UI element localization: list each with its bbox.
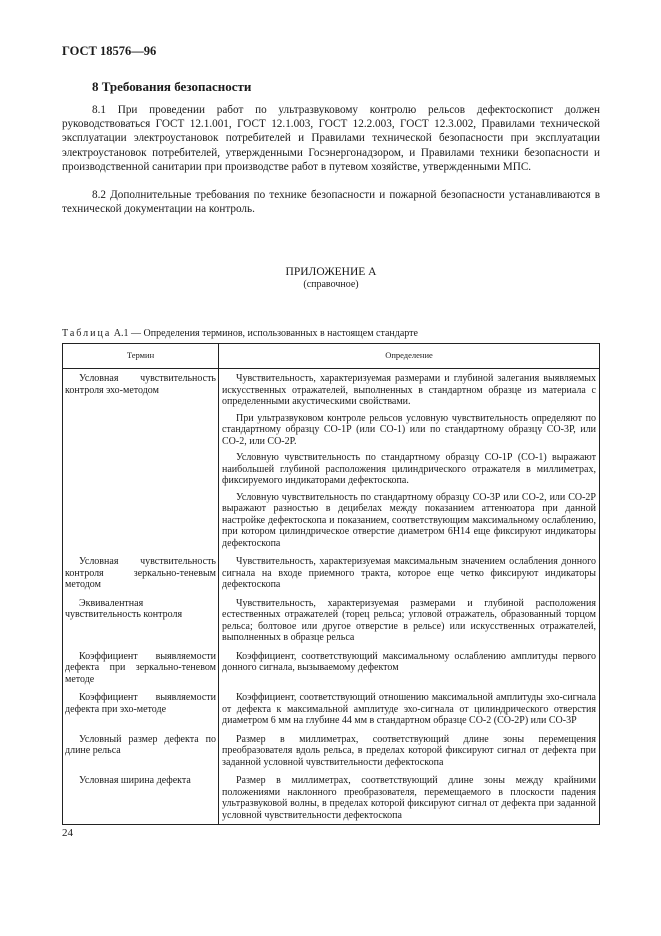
term-cell bbox=[63, 730, 219, 772]
definition-cell bbox=[219, 369, 600, 553]
table-row bbox=[63, 552, 600, 594]
term-cell bbox=[63, 594, 219, 647]
table-row bbox=[63, 647, 600, 689]
table-row bbox=[63, 369, 600, 553]
column-header-definition: Определение bbox=[219, 344, 600, 369]
term-text: Коэффициент выявляемости дефекта при зеркально-теневом методе bbox=[65, 650, 216, 685]
term-text: Условная чувствительность контроля эхо-методом bbox=[65, 373, 216, 396]
definition-paragraph: Чувствительность, характеризуемая размерами и глубиной расположения естественных отражателей (торец рельса; угловой отражатель, образованный торцом рельса; болтовое или другое отверстие в рельсе) или искусственных отражателей, выполненных в образце рельса bbox=[222, 597, 596, 643]
column-header-term: Термин bbox=[63, 344, 219, 369]
page-number: 24 bbox=[62, 827, 73, 839]
term-text: Условная ширина дефекта bbox=[79, 775, 191, 786]
appendix-subtitle: (справочное) bbox=[303, 279, 359, 290]
definition-cell bbox=[219, 771, 600, 825]
table-caption-label: Таблица bbox=[62, 328, 112, 339]
definition-paragraph: Чувствительность, характеризуемая размерами и глубиной залегания выявляемых искусственных отражателей, выполненных в стандартном образце из материала с определенными акустическими свойствами. bbox=[222, 373, 596, 407]
definition-paragraph: Условную чувствительность по стандартному образцу СО-1Р (СО-1) выражают наибольшей глубиной расположения цилиндрического отражателя в миллиметрах, фиксируемого индикаторами дефектоскопа. bbox=[222, 452, 596, 486]
definition-paragraph: Коэффициент, соответствующий максимальному ослаблению амплитуды первого донного сигнала, вызываемому дефектом bbox=[222, 650, 596, 673]
term-text: Условный размер дефекта по длине рельса bbox=[65, 733, 216, 756]
definition-paragraph: Размер в миллиметрах, соответствующий длине зоны перемещения преобразователя вдоль рельса, в пределах которой фиксируют сигнал от дефекта при заданной условной чувствительности дефектоскопа bbox=[222, 733, 596, 768]
definitions-table bbox=[62, 343, 600, 825]
table-caption-text: А.1 — Определения терминов, использованных в настоящем стандарте bbox=[111, 328, 418, 339]
paragraph-8-1: 8.1 При проведении работ по ультразвуковому контролю рельсов дефектоскопист должен руководствоваться ГОСТ 12.1.001, ГОСТ 12.1.003, ГОСТ 12.2.003, ГОСТ 12.3.002, Правилами технической эксплуатации электроустановок потребителей и Правилами технической безопасности при эксплуатации электроустановок потребителей, утвержденными Госэнергонадзором, и Правилами техники безопасности и производственной санитарии при производстве работ в путевом хозяйстве, утвержденными МПС. bbox=[62, 104, 600, 173]
definition-paragraph: Размер в миллиметрах, соответствующий длине зоны между крайними положениями наклонного преобразователя, перемещаемого в плоскости падения ультразвуковой волны, в пределах которой фиксируют сигнал от дефекта при заданной условной чувствительности дефектоскопа bbox=[222, 775, 596, 821]
definition-cell bbox=[219, 647, 600, 689]
table-body bbox=[63, 369, 600, 825]
document-header: ГОСТ 18576—96 bbox=[62, 44, 157, 58]
term-text: Коэффициент выявляемости дефекта при эхо-методе bbox=[65, 692, 216, 715]
term-cell bbox=[63, 647, 219, 689]
appendix-title: ПРИЛОЖЕНИЕ А bbox=[285, 266, 377, 278]
section-title: 8 Требования безопасности bbox=[92, 79, 252, 94]
definition-paragraph: Чувствительность, характеризуемая максимальным значением ослабления донного сигнала на входе приемного тракта, которое еще четко фиксируют индикаторы дефектоскопа bbox=[222, 556, 596, 590]
table-header-row bbox=[63, 344, 600, 369]
table-row bbox=[63, 688, 600, 730]
term-text: Эквивалентная чувствительность контроля bbox=[65, 597, 183, 620]
term-text: Условная чувствительность контроля зеркально-теневым методом bbox=[65, 556, 216, 590]
term-cell bbox=[63, 369, 219, 553]
definition-cell bbox=[219, 730, 600, 772]
definition-paragraph: При ультразвуковом контроле рельсов условную чувствительность определяют по стандартному образцу СО-1Р (или СО-1) или по стандартному образцу СО-3Р, или СО-2, или СО-2Р. bbox=[222, 412, 596, 447]
table-row bbox=[63, 771, 600, 825]
definition-cell bbox=[219, 594, 600, 647]
term-cell bbox=[63, 552, 219, 594]
definition-paragraph: Коэффициент, соответствующий отношению максимальной амплитуды эхо-сигнала от дефекта к максимальной амплитуде эхо-сигнала от цилиндрического отверстия диаметром 6 мм на глубине 44 мм в стандартном образце СО-2 (СО-2Р) или СО-3Р bbox=[222, 692, 596, 726]
definition-cell bbox=[219, 688, 600, 730]
paragraph-8-2: 8.2 Дополнительные требования по технике безопасности и пожарной безопасности устанавливаются в технической документации на контроль. bbox=[62, 189, 600, 216]
term-cell bbox=[63, 688, 219, 730]
definition-paragraph: Условную чувствительность по стандартному образцу СО-3Р или СО-2, или СО-2Р выражают разностью в децибелах между показанием аттенюатора при данной настройке дефектоскопа и показанием, соответствующим максимальному ослаблению, при котором цилиндрическое отверстие диаметром 6Н14 еще фиксируют индикаторы дефектоскопа bbox=[222, 491, 596, 549]
definition-cell bbox=[219, 552, 600, 594]
table-row bbox=[63, 594, 600, 647]
term-cell bbox=[63, 771, 219, 825]
table-row bbox=[63, 730, 600, 772]
table-caption bbox=[62, 328, 418, 339]
